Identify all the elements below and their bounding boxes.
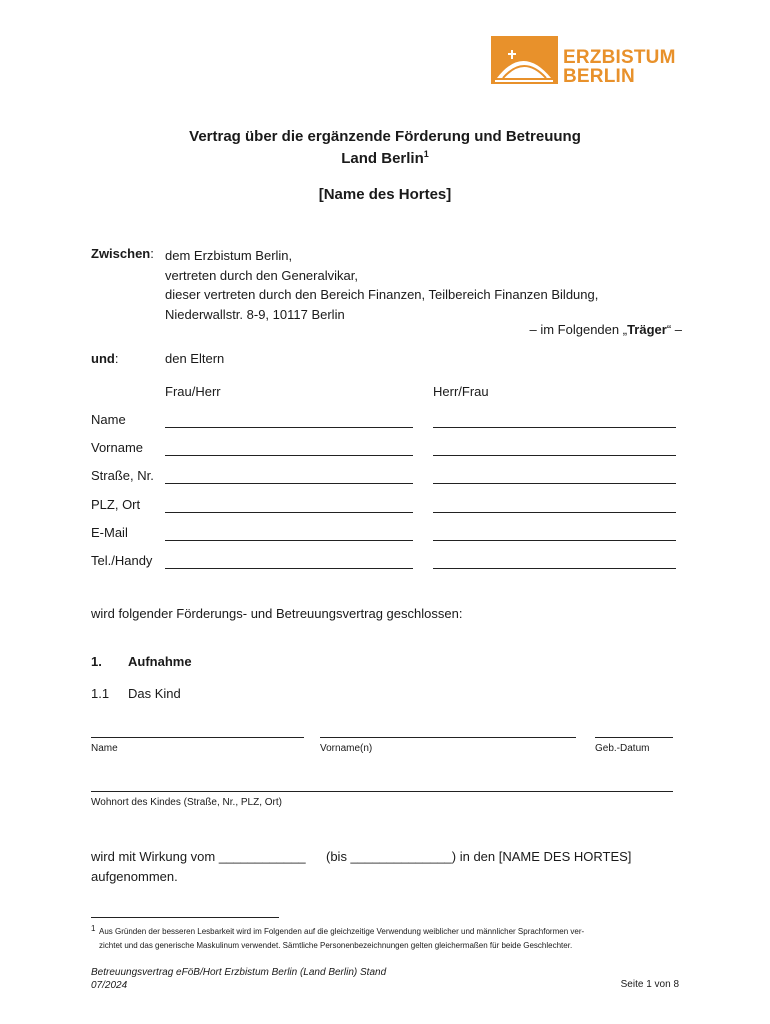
residence-label: Wohnort des Kindes (Straße, Nr., PLZ, Ort): [91, 797, 282, 808]
contract-sentence: wird folgender Förderungs- und Betreuungsvertrag geschlossen:: [91, 606, 463, 621]
effect-part1: wird mit Wirkung vom ____________: [91, 849, 306, 864]
footnote-marker: 1: [91, 924, 96, 933]
field-label-name: Name: [91, 412, 126, 427]
subsection-number: 1.1: [91, 686, 110, 701]
effect-line2: aufgenommen.: [91, 869, 178, 884]
col2-header: Herr/Frau: [433, 384, 489, 399]
field-line-strasse-1[interactable]: [165, 483, 413, 484]
page-number: Seite 1 von 8: [620, 979, 679, 990]
und-text: den Eltern: [165, 351, 225, 366]
und-label: und:: [91, 351, 119, 366]
field-line-name-2[interactable]: [433, 427, 676, 428]
child-vorname-line[interactable]: [320, 737, 576, 738]
footnote-line1: Aus Gründen der besseren Lesbarkeit wird im Folgenden auf die gleichzeitige Verwendung weiblicher und männlicher Sprachformen ver-: [99, 927, 585, 936]
field-label-strasse: Straße, Nr.: [91, 468, 154, 483]
field-line-email-2[interactable]: [433, 540, 676, 541]
field-label-plz: PLZ, Ort: [91, 497, 141, 512]
section-number: 1.: [91, 654, 102, 669]
section-title: Aufnahme: [128, 654, 192, 669]
col1-header: Frau/Herr: [165, 384, 221, 399]
field-label-tel: Tel./Handy: [91, 553, 153, 568]
field-line-vorname-1[interactable]: [165, 455, 413, 456]
logo-text: ERZBISTUM BERLIN: [563, 47, 676, 87]
zwischen-address: dem Erzbistum Berlin, vertreten durch den Generalvikar, dieser vertreten durch den Bereich Finanzen, Teilbereich Finanzen Bildung, Niederwallstr. 8-9, 10117 Berlin: [165, 248, 599, 322]
subsection-title: Das Kind: [128, 686, 181, 701]
field-line-vorname-2[interactable]: [433, 455, 676, 456]
child-geb-line[interactable]: [595, 737, 673, 738]
field-line-tel-2[interactable]: [433, 568, 676, 569]
child-vorname-label: Vorname(n): [320, 743, 373, 754]
field-line-name-1[interactable]: [165, 427, 413, 428]
footnote-line2: zichtet und das generische Maskulinum verwendet. Sämtliche Personenbezeichnungen gelten gleichermaßen für beide Geschlechter.: [99, 941, 573, 950]
footer-left: Betreuungsvertrag eFöB/Hort Erzbistum Berlin (Land Berlin) Stand 07/2024: [91, 967, 387, 991]
field-line-strasse-2[interactable]: [433, 483, 676, 484]
field-line-plz-1[interactable]: [165, 512, 413, 513]
field-label-vorname: Vorname: [91, 440, 144, 455]
field-line-plz-2[interactable]: [433, 512, 676, 513]
field-label-email: E-Mail: [91, 525, 128, 540]
child-geb-label: Geb.-Datum: [595, 743, 650, 754]
effect-part2: (bis ______________) in den [NAME DES HORTES]: [326, 849, 632, 864]
residence-line[interactable]: [91, 791, 673, 792]
zwischen-label: Zwischen:: [91, 246, 154, 261]
child-name-label: Name: [91, 743, 118, 754]
field-line-email-1[interactable]: [165, 540, 413, 541]
field-line-tel-1[interactable]: [165, 568, 413, 569]
document-title: Vertrag über die ergänzende Förderung und Betreuung Land Berlin$^1$: [189, 128, 581, 167]
child-name-line[interactable]: [91, 737, 304, 738]
traeger-note: – im Folgenden „Träger“ –: [529, 322, 682, 337]
footnote-divider: [91, 917, 279, 918]
document-subtitle: [Name des Hortes]: [318, 186, 452, 203]
